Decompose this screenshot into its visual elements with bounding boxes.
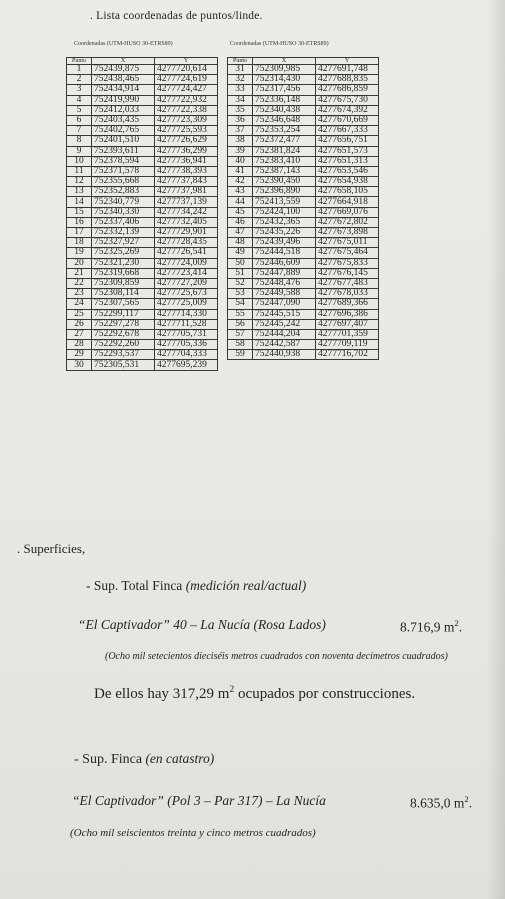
point-x: 752402,765	[92, 126, 155, 136]
table-row	[228, 187, 379, 197]
point-y: 4277736,941	[155, 156, 218, 166]
table-row	[67, 207, 218, 217]
point-y: 4277689,366	[316, 299, 379, 309]
point-y: 4277737,139	[155, 197, 218, 207]
col-x: X	[92, 58, 155, 65]
table-row	[67, 105, 218, 115]
point-x: 752309,985	[253, 65, 316, 75]
point-x: 752434,914	[92, 85, 155, 95]
point-number: 11	[67, 166, 92, 176]
table-row	[67, 156, 218, 166]
point-x: 752372,477	[253, 136, 316, 146]
point-x: 752346,648	[253, 115, 316, 125]
point-y: 4277656,751	[316, 136, 379, 146]
point-x: 752432,365	[253, 217, 316, 227]
table-row	[67, 268, 218, 278]
point-number: 4	[67, 95, 92, 105]
point-x: 752340,779	[92, 197, 155, 207]
point-x: 752383,410	[253, 156, 316, 166]
point-y: 4277670,669	[316, 115, 379, 125]
table-row	[67, 166, 218, 176]
table-row	[228, 217, 379, 227]
table-row	[67, 217, 218, 227]
point-x: 752292,678	[92, 329, 155, 339]
point-y: 4277653,546	[316, 166, 379, 176]
point-x: 752337,406	[92, 217, 155, 227]
point-y: 4277673,898	[316, 228, 379, 238]
point-x: 752325,269	[92, 248, 155, 258]
point-x: 752317,456	[253, 85, 316, 95]
point-y: 4277725,009	[155, 299, 218, 309]
point-x: 752319,668	[92, 268, 155, 278]
table-row	[67, 309, 218, 319]
table-row	[228, 299, 379, 309]
table-row	[67, 65, 218, 75]
coord-caption-left: Coordenadas (UTM-HUSO 30-ETRS89)	[74, 41, 173, 47]
table-row	[228, 319, 379, 329]
point-x: 752446,609	[253, 258, 316, 268]
point-x: 752293,537	[92, 350, 155, 360]
point-x: 752440,938	[253, 350, 316, 360]
point-y: 4277716,702	[316, 350, 379, 360]
table-row	[228, 75, 379, 85]
table-row	[67, 289, 218, 299]
point-x: 752393,611	[92, 146, 155, 156]
col-punto: Punto	[67, 58, 92, 65]
table-row	[67, 350, 218, 360]
point-number: 56	[228, 319, 253, 329]
point-number: 27	[67, 329, 92, 339]
point-x: 752445,242	[253, 319, 316, 329]
point-y: 4277728,435	[155, 238, 218, 248]
point-number: 40	[228, 156, 253, 166]
point-y: 4277695,239	[155, 360, 218, 370]
point-x: 752401,510	[92, 136, 155, 146]
point-number: 38	[228, 136, 253, 146]
point-y: 4277704,333	[155, 350, 218, 360]
point-number: 45	[228, 207, 253, 217]
point-x: 752413,559	[253, 197, 316, 207]
table-row	[67, 115, 218, 125]
table-row	[67, 238, 218, 248]
table-row	[228, 207, 379, 217]
table-row	[67, 95, 218, 105]
col-y: Y	[316, 58, 379, 65]
table-row	[228, 136, 379, 146]
point-number: 51	[228, 268, 253, 278]
sup-catastro-line	[74, 751, 214, 768]
point-y: 4277651,313	[316, 156, 379, 166]
point-x: 752292,260	[92, 340, 155, 350]
col-y: Y	[155, 58, 218, 65]
point-y: 4277672,802	[316, 217, 379, 227]
point-y: 4277675,011	[316, 238, 379, 248]
table-row	[67, 278, 218, 288]
coordinates-table-left	[66, 57, 218, 371]
point-x: 752448,476	[253, 278, 316, 288]
table-row	[67, 187, 218, 197]
point-number: 37	[228, 126, 253, 136]
point-y: 4277705,336	[155, 340, 218, 350]
point-x: 752321,230	[92, 258, 155, 268]
point-y: 4277726,541	[155, 248, 218, 258]
point-x: 752378,594	[92, 156, 155, 166]
point-number: 18	[67, 238, 92, 248]
table-row	[228, 115, 379, 125]
point-x: 752353,254	[253, 126, 316, 136]
point-x: 752412,033	[92, 105, 155, 115]
point-y: 4277709,119	[316, 340, 379, 350]
point-y: 4277677,483	[316, 278, 379, 288]
point-y: 4277688,835	[316, 75, 379, 85]
point-number: 24	[67, 299, 92, 309]
point-y: 4277696,386	[316, 309, 379, 319]
point-number: 9	[67, 146, 92, 156]
table-row	[228, 329, 379, 339]
table-row	[228, 156, 379, 166]
point-number: 1	[67, 65, 92, 75]
point-number: 46	[228, 217, 253, 227]
point-y: 4277737,981	[155, 187, 218, 197]
point-number: 8	[67, 136, 92, 146]
point-y: 4277725,673	[155, 289, 218, 299]
superficies-title: . Superficies,	[17, 541, 86, 556]
point-y: 4277651,573	[316, 146, 379, 156]
point-x: 752396,890	[253, 187, 316, 197]
constructions-line: De ellos hay 317,29 $m^2$ ocupados por construcciones.	[94, 684, 416, 702]
point-x: 752439,875	[92, 65, 155, 75]
table-row	[228, 146, 379, 156]
point-number: 14	[67, 197, 92, 207]
point-y: 4277729,901	[155, 228, 218, 238]
point-number: 52	[228, 278, 253, 288]
sup-catastro-label: - Sup. Finca	[74, 752, 143, 767]
point-x: 752336,148	[253, 95, 316, 105]
point-number: 19	[67, 248, 92, 258]
point-number: 31	[228, 65, 253, 75]
point-number: 48	[228, 238, 253, 248]
point-x: 752309,859	[92, 278, 155, 288]
table-row	[228, 126, 379, 136]
point-number: 17	[67, 228, 92, 238]
point-y: 4277691,748	[316, 65, 379, 75]
point-number: 59	[228, 350, 253, 360]
table-row	[228, 350, 379, 360]
point-number: 55	[228, 309, 253, 319]
point-number: 39	[228, 146, 253, 156]
point-x: 752390,450	[253, 177, 316, 187]
catastro-in-words: (Ocho mil seiscientos treinta y cinco metros cuadrados)	[70, 827, 316, 839]
point-number: 53	[228, 289, 253, 299]
point-x: 752445,515	[253, 309, 316, 319]
point-y: 4277675,833	[316, 258, 379, 268]
point-number: 50	[228, 258, 253, 268]
point-x: 752449,588	[253, 289, 316, 299]
table-row	[67, 177, 218, 187]
point-number: 20	[67, 258, 92, 268]
point-y: 4277724,619	[155, 75, 218, 85]
point-x: 752387,143	[253, 166, 316, 176]
point-y: 4277736,299	[155, 146, 218, 156]
point-x: 752438,465	[92, 75, 155, 85]
point-y: 4277711,528	[155, 319, 218, 329]
table-row	[67, 319, 218, 329]
point-x: 752340,330	[92, 207, 155, 217]
table-row	[228, 166, 379, 176]
point-y: 4277724,009	[155, 258, 218, 268]
point-y: 4277675,730	[316, 95, 379, 105]
finca-catastro-name: “El Captivador” (Pol 3 – Par 317) – La Nucía	[72, 793, 326, 808]
point-number: 44	[228, 197, 253, 207]
point-number: 26	[67, 319, 92, 329]
point-x: 752435,226	[253, 228, 316, 238]
table-row	[67, 299, 218, 309]
point-number: 21	[67, 268, 92, 278]
table-row	[67, 85, 218, 95]
table-row	[228, 258, 379, 268]
point-y: 4277722,338	[155, 105, 218, 115]
point-number: 10	[67, 156, 92, 166]
point-number: 30	[67, 360, 92, 370]
point-number: 29	[67, 350, 92, 360]
point-y: 4277725,593	[155, 126, 218, 136]
point-x: 752307,565	[92, 299, 155, 309]
point-number: 34	[228, 95, 253, 105]
finca-total-name: “El Captivador” 40 – La Nucía (Rosa Lados)	[78, 617, 326, 632]
point-number: 54	[228, 299, 253, 309]
point-x: 752299,117	[92, 309, 155, 319]
point-y: 4277705,731	[155, 329, 218, 339]
table-row	[228, 177, 379, 187]
point-y: 4277723,414	[155, 268, 218, 278]
point-x: 752308,114	[92, 289, 155, 299]
point-y: 4277734,242	[155, 207, 218, 217]
point-y: 4277720,614	[155, 65, 218, 75]
point-y: 4277697,407	[316, 319, 379, 329]
point-x: 752314,430	[253, 75, 316, 85]
point-number: 13	[67, 187, 92, 197]
point-number: 32	[228, 75, 253, 85]
point-x: 752327,927	[92, 238, 155, 248]
point-x: 752332,139	[92, 228, 155, 238]
point-x: 752442,587	[253, 340, 316, 350]
table-row	[67, 360, 218, 370]
total-value: 8.716,9 $m^2$.	[400, 618, 463, 635]
table-row	[228, 105, 379, 115]
point-x: 752447,090	[253, 299, 316, 309]
point-number: 7	[67, 126, 92, 136]
point-number: 22	[67, 278, 92, 288]
point-x: 752444,204	[253, 329, 316, 339]
table-row	[67, 75, 218, 85]
table-row	[228, 268, 379, 278]
table-row	[67, 340, 218, 350]
point-x: 752340,438	[253, 105, 316, 115]
table-row	[228, 309, 379, 319]
sup-total-label: - Sup. Total Finca	[86, 578, 183, 593]
point-x: 752305,531	[92, 360, 155, 370]
point-y: 4277686,859	[316, 85, 379, 95]
table-row	[228, 340, 379, 350]
point-number: 58	[228, 340, 253, 350]
point-number: 5	[67, 105, 92, 115]
point-number: 42	[228, 177, 253, 187]
point-x: 752439,496	[253, 238, 316, 248]
table-row	[67, 136, 218, 146]
table-row	[228, 278, 379, 288]
point-number: 57	[228, 329, 253, 339]
point-number: 33	[228, 85, 253, 95]
point-x: 752447,889	[253, 268, 316, 278]
coordinates-heading: . Lista coordenadas de puntos/linde.	[90, 10, 263, 22]
point-y: 4277732,405	[155, 217, 218, 227]
table-row	[67, 258, 218, 268]
point-y: 4277676,145	[316, 268, 379, 278]
point-number: 16	[67, 217, 92, 227]
table-row	[228, 85, 379, 95]
col-x: X	[253, 58, 316, 65]
point-number: 41	[228, 166, 253, 176]
point-number: 43	[228, 187, 253, 197]
total-in-words: (Ocho mil setecientos dieciséis metros cuadrados con noventa decímetros cuadrados)	[105, 651, 448, 662]
point-number: 35	[228, 105, 253, 115]
point-number: 3	[67, 85, 92, 95]
point-x: 752424,100	[253, 207, 316, 217]
point-x: 752355,668	[92, 177, 155, 187]
point-x: 752403,435	[92, 115, 155, 125]
point-y: 4277701,359	[316, 329, 379, 339]
sup-catastro-note: (en catastro)	[145, 751, 215, 766]
sup-total-line	[86, 578, 306, 594]
point-number: 28	[67, 340, 92, 350]
point-x: 752371,578	[92, 166, 155, 176]
table-row	[228, 238, 379, 248]
point-y: 4277724,427	[155, 85, 218, 95]
point-y: 4277722,932	[155, 95, 218, 105]
point-x: 752419,990	[92, 95, 155, 105]
point-x: 752297,278	[92, 319, 155, 329]
point-y: 4277654,938	[316, 177, 379, 187]
point-number: 25	[67, 309, 92, 319]
table-row	[228, 197, 379, 207]
point-x: 752381,824	[253, 146, 316, 156]
point-y: 4277667,333	[316, 126, 379, 136]
sup-total-note: (medición real/actual)	[185, 578, 307, 593]
point-y: 4277664,918	[316, 197, 379, 207]
table-row	[228, 95, 379, 105]
point-y: 4277669,076	[316, 207, 379, 217]
point-y: 4277738,393	[155, 166, 218, 176]
point-number: 49	[228, 248, 253, 258]
point-y: 4277723,309	[155, 115, 218, 125]
table-row	[228, 228, 379, 238]
table-row	[67, 126, 218, 136]
catastro-value: 8.635,0 $m^2$.	[410, 794, 473, 811]
table-row	[228, 248, 379, 258]
col-punto: Punto	[228, 58, 253, 65]
point-number: 12	[67, 177, 92, 187]
point-y: 4277674,392	[316, 105, 379, 115]
table-row	[67, 197, 218, 207]
point-y: 4277678,033	[316, 289, 379, 299]
page-edge-shadow	[487, 0, 505, 899]
point-y: 4277714,330	[155, 309, 218, 319]
point-number: 6	[67, 115, 92, 125]
point-y: 4277737,843	[155, 177, 218, 187]
table-row	[67, 228, 218, 238]
point-x: 752444,518	[253, 248, 316, 258]
point-number: 2	[67, 75, 92, 85]
table-row	[67, 329, 218, 339]
point-number: 36	[228, 115, 253, 125]
table-row	[67, 146, 218, 156]
point-x: 752352,883	[92, 187, 155, 197]
table-row	[67, 248, 218, 258]
coordinates-table-right	[227, 57, 379, 360]
point-number: 15	[67, 207, 92, 217]
point-number: 23	[67, 289, 92, 299]
table-row	[228, 289, 379, 299]
point-number: 47	[228, 228, 253, 238]
point-y: 4277727,209	[155, 278, 218, 288]
point-y: 4277726,629	[155, 136, 218, 146]
point-y: 4277675,464	[316, 248, 379, 258]
coord-caption-right: Coordenadas (UTM-HUSO 30-ETRS89)	[230, 41, 329, 47]
point-y: 4277658,105	[316, 187, 379, 197]
table-row	[228, 65, 379, 75]
